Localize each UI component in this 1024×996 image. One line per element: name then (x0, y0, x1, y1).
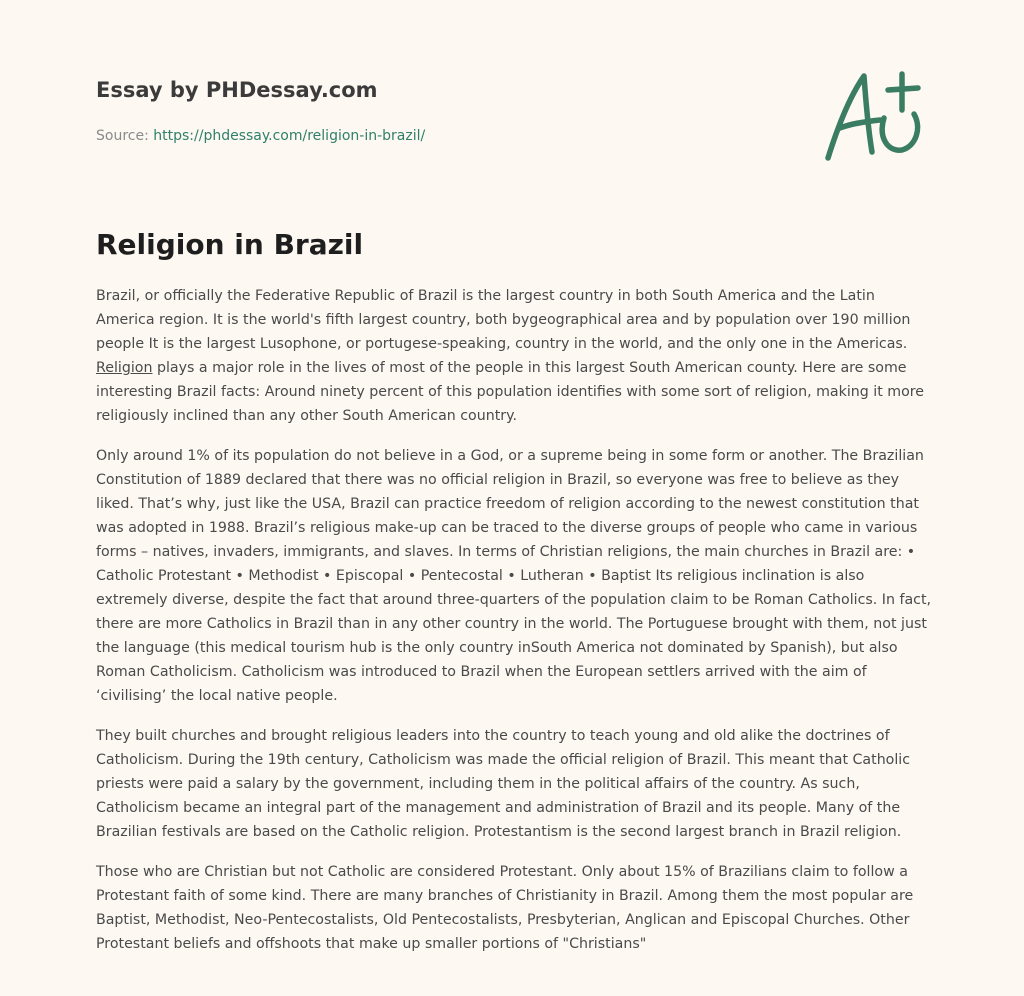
source-link[interactable]: https://phdessay.com/religion-in-brazil/ (153, 128, 426, 144)
source-label: Source: (96, 128, 149, 144)
header (96, 76, 796, 146)
paragraph-1-text-start: Brazil, or officially the Federative Republic of Brazil is the largest country in both South America and the Latin America region. It is the world's fifth largest country, both bygeographical area and by population over 190 million people It is the largest Lusophone, or portugese-speaking, country in the world, and the only one in the Americas. (96, 288, 911, 352)
paragraph-4: Those who are Christian but not Catholic are considered Protestant. Only about 15% of Brazilians claim to follow a Protestant faith of some kind. There are many branches of Christianity in Brazil. Among them the most popular are Baptist, Methodist, Neo-Pentecostalists, Old Pentecostalists, Presbyterian, Anglican and Episcopal Churches. Other Protestant beliefs and offshoots that make up smaller portions of "Christians" (96, 864, 914, 952)
essay-body (96, 284, 932, 972)
paragraph-2: Only around 1% of its population do not believe in a God, or a supreme being in some form or another. The Brazilian Constitution of 1889 declared that there was no official religion in Brazil, so everyone was free to believe as they liked. That’s why, just like the USA, Brazil can practice freedom of religion according to the newest constitution that was adopted in 1988. Brazil’s religious make-up can be traced to the diverse groups of people who came in various forms – natives, invaders, immigrants, and slaves. In terms of Christian religions, the main churches in Brazil are: • Catholic Protestant • Methodist • Episcopal • Pentecostal • Lutheran • Baptist Its religious inclination is also extremely diverse, despite the fact that around three-quarters of the population claim to be Roman Catholics. In fact, there are more Catholics in Brazil than in any other country in the world. The Portuguese brought with them, not just the language (this medical tourism hub is the only country inSouth America not dominated by Spanish), but also Roman Catholicism. Catholicism was introduced to Brazil when the European settlers arrived with the aim of ‘civilising’ the local native people. (96, 448, 932, 704)
paragraph-1 (96, 284, 932, 428)
page-title: Religion in Brazil (96, 228, 364, 261)
religion-link[interactable]: Religion (96, 360, 153, 376)
source-line (96, 126, 796, 146)
a-plus-logo-icon (818, 66, 928, 166)
site-brand: Essay by PHDessay.com (96, 78, 378, 102)
paragraph-1-text-end: plays a major role in the lives of most of the people in this largest South American county. Here are some interesting Brazil facts: Around ninety percent of this population identifies with some sort of religion, making it more religiously inclined than any other South American country. (96, 360, 925, 424)
paragraph-3: They built churches and brought religious leaders into the country to teach young and old alike the doctrines of Catholicism. During the 19th century, Catholicism was made the official religion of Brazil. This meant that Catholic priests were paid a salary by the government, including them in the political affairs of the country. As such, Catholicism became an integral part of the management and administration of Brazil and its people. Many of the Brazilian festivals are based on the Catholic religion. Protestantism is the second largest branch in Brazil religion. (96, 728, 911, 840)
